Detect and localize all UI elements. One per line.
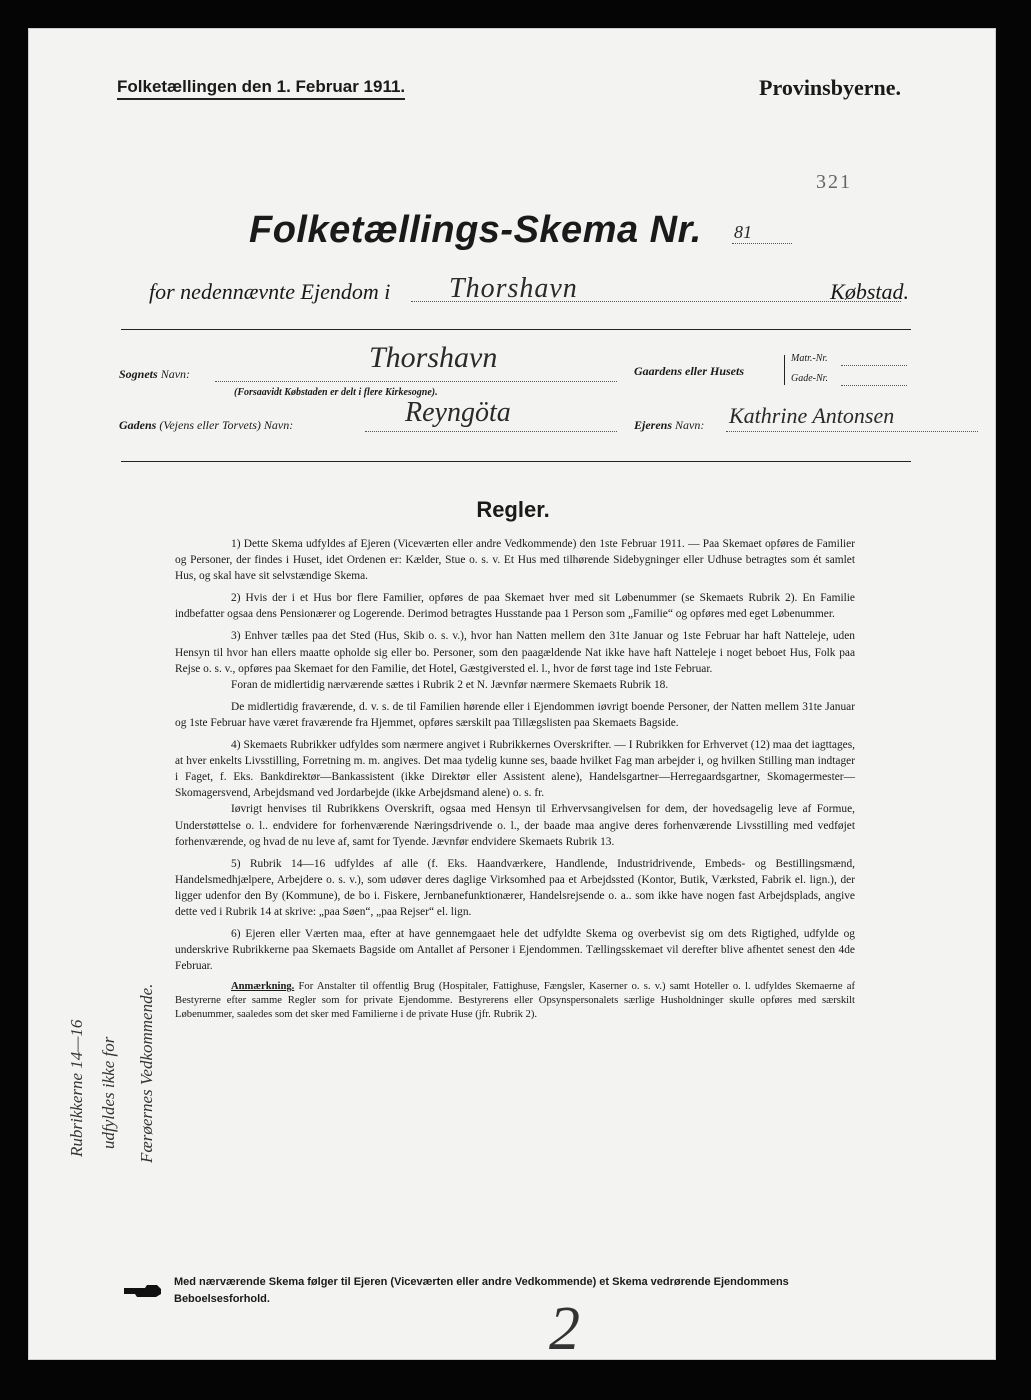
pointing-hand-icon — [123, 1284, 163, 1298]
remark-paragraph — [175, 980, 855, 1022]
rules-body — [175, 536, 855, 1028]
property-label: for nedennævnte Ejendom i — [149, 279, 391, 304]
form-number: 81 — [734, 222, 752, 242]
farm-brace — [784, 355, 786, 385]
parish-note: (Forsaavidt Købstaden er delt i flere Kirkesogne). — [234, 387, 438, 398]
region-header: Provinsbyerne. — [759, 75, 901, 100]
margin-note — [47, 937, 167, 1163]
street-value: Reyngöta — [405, 397, 511, 428]
rule-paragraph: Foran de midlertidig nærværende sættes i Rubrik 2 et N. Jævnfør nærmere Skemaets Rubrik 18. — [231, 678, 669, 691]
property-suffix: Købstad. — [830, 279, 909, 304]
farm-label: Gaardens eller Husets — [634, 364, 745, 378]
census-date-header: Folketællingen den 1. Februar 1911. — [117, 77, 405, 100]
street-fill-line — [365, 431, 617, 432]
rules-title: Regler. — [476, 497, 550, 522]
form-title: Folketællings-Skema Nr. — [249, 209, 702, 251]
handwritten-mark: 2 — [549, 1295, 580, 1363]
rule-paragraph: 4) Skemaets Rubrikker udfyldes som nærmere angivet i Rubrikkernes Overskrifter. — I Rubrikken for Erhvervet (12) maa det iagttages, at hver enkelts Livsstilling, Forretning m. m. angives. Det maa tydelig kunne ses, baade hvilket Fag man arbejder i, og hvilken Stilling man indtager i Faget, f. Eks. Bankdirektør—Bankassistent (ikke Direktør eller Assistent alene), Handelsgartner—Herregaardsgartner, Skomagermester—Skomagersvend, Arbejdsmand ved Jordarbejde (ikke Arbejdsmand alene) o. s. fr. — [175, 739, 855, 800]
margin-note-line-3: Færøernes Vedkommende. — [137, 983, 156, 1163]
rule-paragraph: 5) Rubrik 14—16 udfyldes af alle (f. Eks. Haandværkere, Handlende, Industridrivende, Embeds- og Bestillingsmænd, Handelsmedhjælpere, Arbejdere o. s. v.), som udøver deres daglige Virksomhed paa et Arbejdssted (Kontor, Butik, Værksted, Fabrik el. lign.), der ligger udenfor den By (Kommune), de bo i. Fiskere, Jernbanefunktionærer, Handelsrejsende o. a.. som ikke have nogen fast Arbejdsplads, angive dette ved i Rubrik 14 at skrive: „paa Søen“, „paa Rejser“ el. lign. — [175, 857, 855, 918]
property-line — [149, 273, 909, 311]
owner-value: Kathrine Antonsen — [729, 403, 895, 428]
matr-label: Matr.-Nr. — [791, 353, 828, 364]
street-label: Gadens (Vejens eller Torvets) Navn: — [119, 418, 294, 432]
rule-paragraph: 1) Dette Skema udfyldes af Ejeren (Viceværten eller andre Vedkommende) den 1ste Februar 1911. — Paa Skemaet opføres de Familier og Personer, der findes i Huset, idet Ordenen er: Kælder, Stue o. s. v. Et Hus med tilhørende Sidebygninger eller Udhuse betragtes som ét samlet Hus, og skal have sit selvstændige Skema. — [175, 538, 855, 583]
divider-top — [121, 329, 911, 330]
property-value: Thorshavn — [449, 273, 578, 304]
remark-label: Anmærkning. — [231, 981, 295, 993]
page-number: 321 — [816, 171, 852, 193]
census-form-sheet — [28, 28, 996, 1363]
gade-label: Gade-Nr. — [791, 373, 828, 384]
owner-label: Ejerens Navn: — [634, 418, 705, 432]
rule-paragraph: 2) Hvis der i et Hus bor flere Familier, opføres de paa Skemaet hver med sit Løbenummer (se Skemaets Rubrik 2). En Familie indbefatter ogsaa dens Pensionærer og Logerende. Derimod betragtes Husstande paa 1 Person som „Familie“ og opføres med eget Løbenummer. — [175, 592, 855, 621]
form-number-line — [732, 243, 792, 244]
parish-label: Sognets Navn: — [119, 367, 191, 381]
owner-fill-line — [726, 431, 978, 432]
remark-text: For Anstalter til offentlig Brug (Hospitaler, Fattighuse, Fængsler, Kaserner o. s. v.) samt Hoteller o. l. udfyldes Skemaerne af Bestyrerne efter samme Regler som for private Ejendomme. Bestyrerens eller Opsynspersonalets særlige Husholdninger skulle opføres med særskilt Løbenummer, saaledes som det sker med Familierne i de private Huse (jfr. Rubrik 2). — [175, 981, 855, 1021]
parish-value: Thorshavn — [369, 341, 498, 374]
parish-fill-line — [215, 381, 617, 382]
margin-note-line-2: udfyldes ikke for — [99, 1036, 118, 1149]
matr-fill-line — [841, 365, 907, 366]
divider-bottom — [121, 461, 911, 462]
rule-paragraph: Iøvrigt henvises til Rubrikkens Overskrift, ogsaa med Hensyn til Erhvervsangivelsen for dem, der hovedsagelig leve af Formue, Understøttelse o. l.. endvidere for forhenværende Næringsdrivende o. l., der baade maa angive deres forhenværende Livsstilling med vedføjet forhenværende, og hvad de nu leve af, samt for Tyende. Jævnfør endvidere Skemaets Rubrik 13. — [175, 803, 855, 848]
margin-note-line-1: Rubrikkerne 14—16 — [67, 1019, 86, 1157]
rule-paragraph: 6) Ejeren eller Værten maa, efter at have gennemgaaet hele det udfyldte Skema og overbevist sig om dets Rigtighed, udfylde og underskrive Rubrikkerne paa Skemaets Bagside om Antallet af Personer i Ejendommen. Tællingsskemaet vil derefter blive afhentet senest den 4de Februar. — [175, 928, 855, 973]
rule-paragraph: 3) Enhver tælles paa det Sted (Hus, Skib o. s. v.), hvor han Natten mellem den 31te Januar og 1ste Februar har haft Natteleje, uden Hensyn til hvor han ellers maatte opholde sig eller bo. Personer, som den paagældende Nat ikke have haft Natteleje i noget beboet Hus, Folk paa Rejse o. s. v., opføres paa Skemaet for den Familie, det Hotel, Gæstgiversted el. l., hvor de først tage ind 1ste Februar. — [175, 630, 855, 675]
gade-fill-line — [841, 385, 907, 386]
rule-paragraph: De midlertidig fraværende, d. v. s. de til Familien hørende eller i Ejendommen iøvrigt boende Personer, der Natten mellem 31te Januar og 1ste Februar have været fraværende fra Hjemmet, opføres særskilt paa Tillægslisten paa Skemaets Bagside. — [175, 700, 855, 729]
footer-note: Med nærværende Skema følger til Ejeren (Viceværten eller andre Vedkommende) et Skema vedrørende Ejendommens Beboelsesforhold. — [174, 1276, 789, 1305]
